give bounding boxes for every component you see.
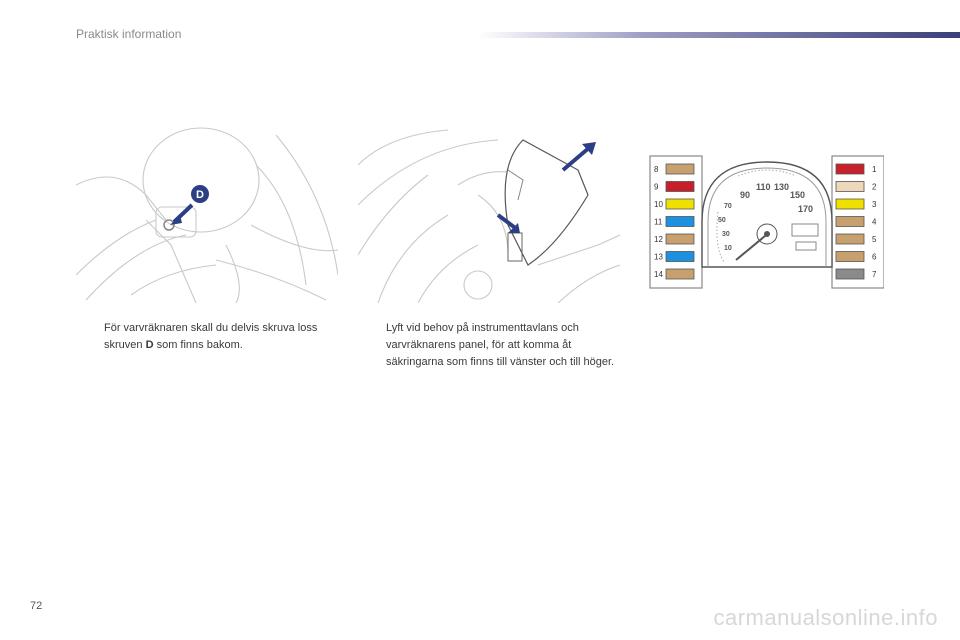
fuse-number-label: 2 [872,182,877,192]
fuse-slot [836,182,864,192]
fuse-number-label: 1 [872,165,877,174]
page-header-title: Praktisk information [76,27,182,41]
instruction-paragraph-2 [366,320,616,371]
p1-text-bold: D [145,339,154,351]
fuse-number-label: 7 [872,270,877,279]
fuse-number-label: 12 [654,235,663,244]
fuse-slot [836,164,864,174]
gauge-number-label: 150 [790,190,806,200]
fuse-number-label: 14 [654,270,663,279]
lift-panel-illustration [358,125,620,303]
gauge-number-label: 50 [718,217,726,224]
gauge-number-label: 170 [798,204,814,214]
fuse-slot [666,182,694,192]
fuse-number-label: 11 [654,217,663,227]
fuse-layout-diagram [646,152,884,292]
callout-d-label: D [196,189,204,201]
gauge-number-label: 10 [724,245,732,252]
watermark-text: carmanualsonline.info [713,605,938,630]
fuse-number-label: 9 [654,182,659,192]
gauge-number-label: 130 [774,182,790,192]
fuse-number-label: 4 [872,217,877,227]
p1-text-before: För varvräknaren skall du delvis skruva loss skruven [104,322,318,351]
p1-text-after: som finns bakom. [153,339,243,351]
gauge-number-label: 90 [740,190,751,200]
fuse-number-label: 10 [654,200,663,209]
fuse-slot [836,234,864,244]
header-gradient-bar [478,32,960,38]
fuse-slot [836,269,864,279]
gauge-number-label: 110 [756,182,771,192]
page-number: 72 [30,600,43,612]
fuse-number-label: 5 [872,235,877,244]
fuse-number-label: 3 [872,200,877,209]
p2-text: Lyft vid behov på instrumenttavlans och varvräknarens panel, för att komma åt säkringarna som finns till vänster och till höger. [386,322,615,368]
fuse-slot [666,234,694,244]
fuse-number-label: 6 [872,252,877,262]
fuse-number-label: 13 [654,252,663,262]
instruction-paragraph-1 [84,320,334,354]
fuse-slot [836,217,864,227]
fuse-slot [836,252,864,262]
gauge-number-label: 70 [724,203,732,210]
fuse-slot [666,269,694,279]
fuse-slot [666,252,694,262]
screw-d-illustration [76,125,338,303]
fuse-slot [836,199,864,209]
fuse-number-label: 8 [654,165,659,174]
fuse-slot [666,217,694,227]
fuse-slot [666,199,694,209]
gauge-number-label: 30 [722,231,730,238]
fuse-slot [666,164,694,174]
